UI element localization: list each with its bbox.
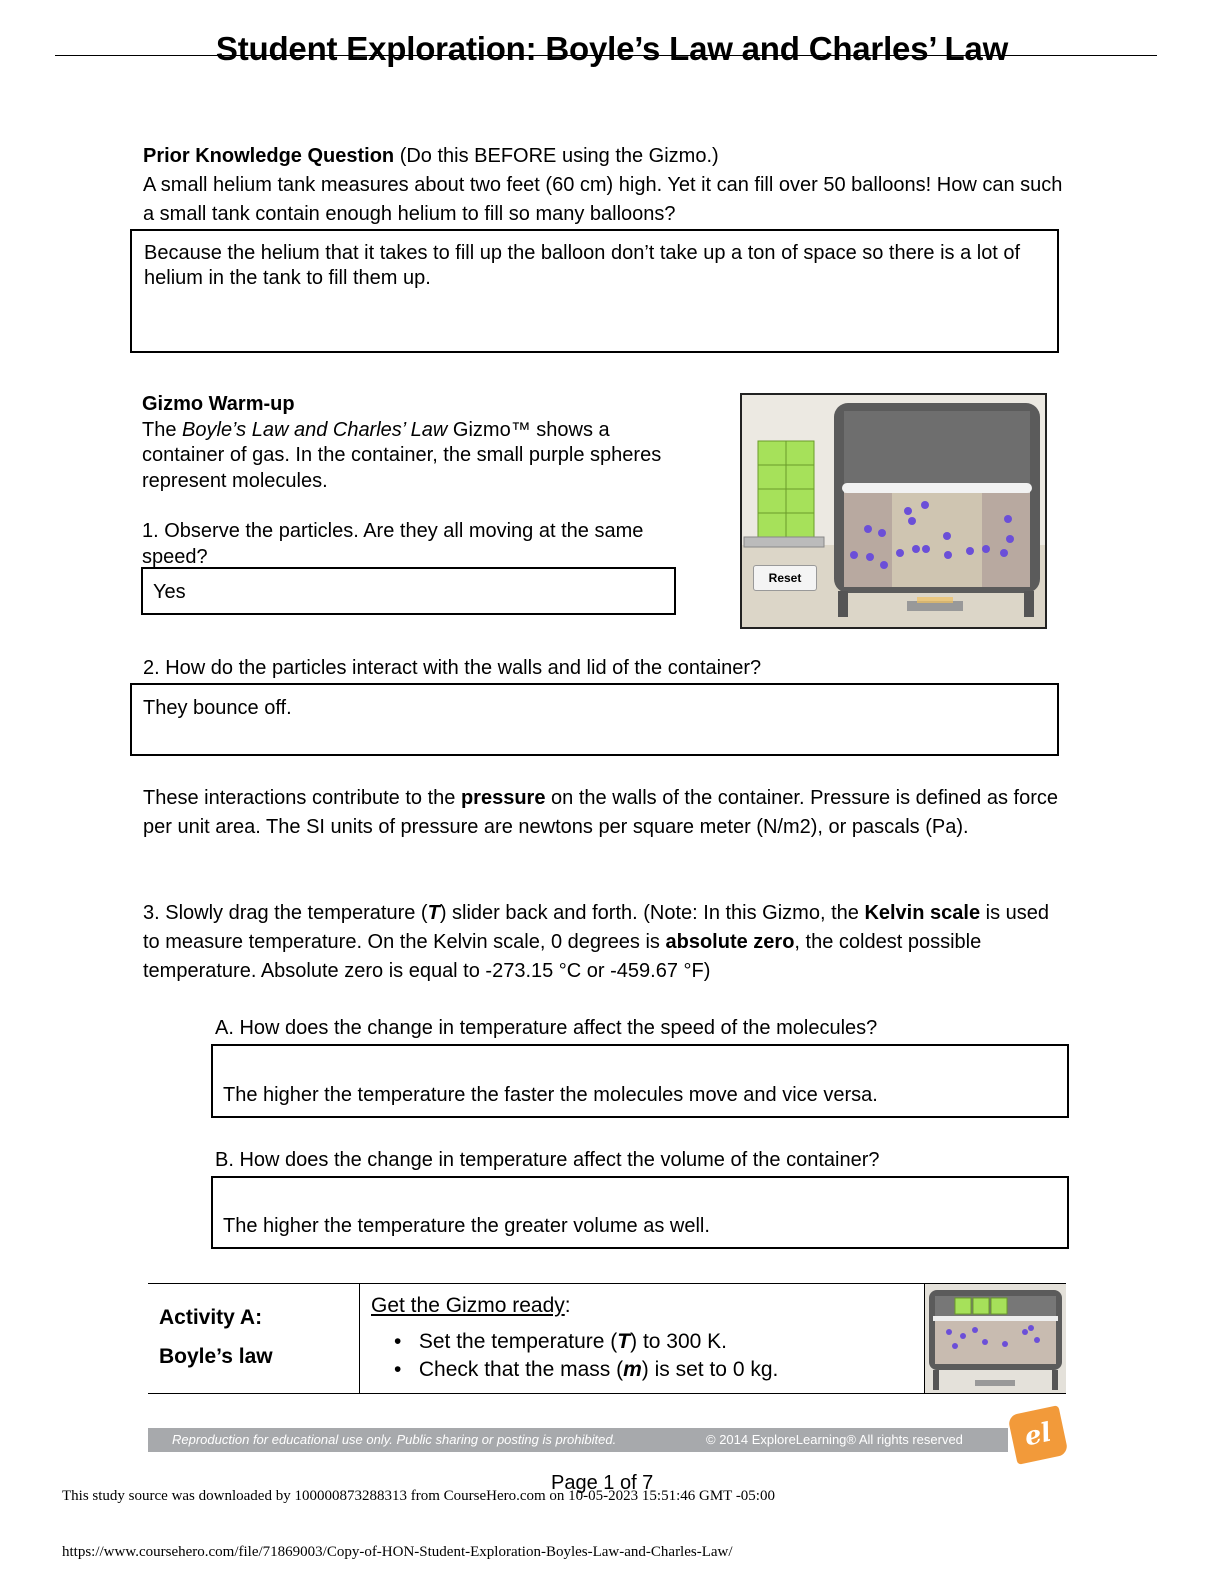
warmup-intro: The Boyle’s Law and Charles’ Law Gizmo™ shows a container of gas. In the container, the small purple spheres represent molecules. — [142, 418, 662, 492]
question-2: 2. How do the particles interact with the walls and lid of the container? — [143, 657, 762, 679]
warmup-block — [142, 392, 682, 570]
activity-gizmo-thumbnail — [925, 1284, 1066, 1393]
page-title: Student Exploration: Boyle’s Law and Charles’ Law — [215, 30, 1009, 67]
prior-heading: Prior Knowledge Question — [143, 145, 395, 167]
reset-button[interactable]: Reset — [753, 565, 817, 591]
question-3a: A. How does the change in temperature affect the speed of the molecules? — [215, 1017, 878, 1039]
answer-3b: The higher the temperature the greater volume as well. — [223, 1215, 710, 1237]
activity-label-cell — [148, 1284, 360, 1393]
activity-label: Activity A: — [159, 1306, 263, 1329]
gizmo-screenshot — [740, 393, 1047, 629]
question-3b: B. How does the change in temperature affect the volume of the container? — [215, 1149, 880, 1171]
copyright-notice: © 2014 ExploreLearning® All rights reserved — [706, 1432, 963, 1447]
answer-2-box[interactable] — [130, 683, 1059, 756]
answer-3a-box[interactable] — [211, 1044, 1069, 1118]
explorelearning-logo: el — [1007, 1405, 1068, 1465]
warmup-heading: Gizmo Warm-up — [142, 393, 295, 415]
download-source-line: This study source was downloaded by 100000873288313 from CourseHero.com on 10-05-2023 15:51:46 GMT -05:00 — [62, 1488, 775, 1504]
pressure-paragraph: These interactions contribute to the pressure on the walls of the container. Pressure is defined as force per unit area. The SI units of pressure are newtons per square meter (N/m2), or pascals (Pa). — [143, 787, 1058, 838]
prior-question-block — [143, 142, 1073, 229]
answer-3b-box[interactable] — [211, 1176, 1069, 1249]
activity-title: Boyle’s law — [159, 1345, 273, 1368]
reproduction-notice: Reproduction for educational use only. Public sharing or posting is prohibited. — [172, 1432, 617, 1447]
gizmo-ready-cell — [360, 1284, 925, 1393]
gizmo-ready-heading: Get the Gizmo ready: — [371, 1294, 571, 1317]
prior-question: A small helium tank measures about two feet (60 cm) high. Yet it can fill over 50 balloons! How can such a small tank contain enough helium to fill so many balloons? — [143, 174, 1063, 225]
copyright-bar — [148, 1428, 1008, 1452]
question-1: 1. Observe the particles. Are they all moving at the same speed? — [142, 520, 644, 568]
prior-answer-box[interactable] — [130, 229, 1059, 353]
prior-note: (Do this BEFORE using the Gizmo.) — [394, 145, 719, 167]
answer-3a: The higher the temperature the faster the molecules move and vice versa. — [223, 1084, 878, 1106]
ready-step-2: • Check that the mass (m) is set to 0 kg. — [394, 1358, 779, 1381]
page-number: Page 1 of 7 — [551, 1472, 654, 1494]
prior-answer: Because the helium that it takes to fill up the balloon don’t take up a ton of space so there is a lot of helium in the tank to fill them up. — [144, 242, 1021, 289]
answer-1: Yes — [153, 581, 186, 603]
question-3: 3. Slowly drag the temperature (T) slider back and forth. (Note: In this Gizmo, the Kelvin scale is used to measure temperature. On the Kelvin scale, 0 degrees is absolute zero, the coldest possible temperature. Absolute zero is equal to -273.15 °C or -459.67 °F) — [143, 902, 1049, 982]
activity-a-table — [148, 1283, 1066, 1394]
source-url[interactable]: https://www.coursehero.com/file/71869003/Copy-of-HON-Student-Exploration-Boyles-Law-and-Charles-Law/ — [62, 1544, 733, 1560]
answer-2: They bounce off. — [143, 697, 292, 719]
ready-step-1: • Set the temperature (T) to 300 K. — [394, 1330, 728, 1353]
gizmo-illustration — [742, 395, 1045, 627]
answer-1-box[interactable] — [141, 567, 676, 615]
